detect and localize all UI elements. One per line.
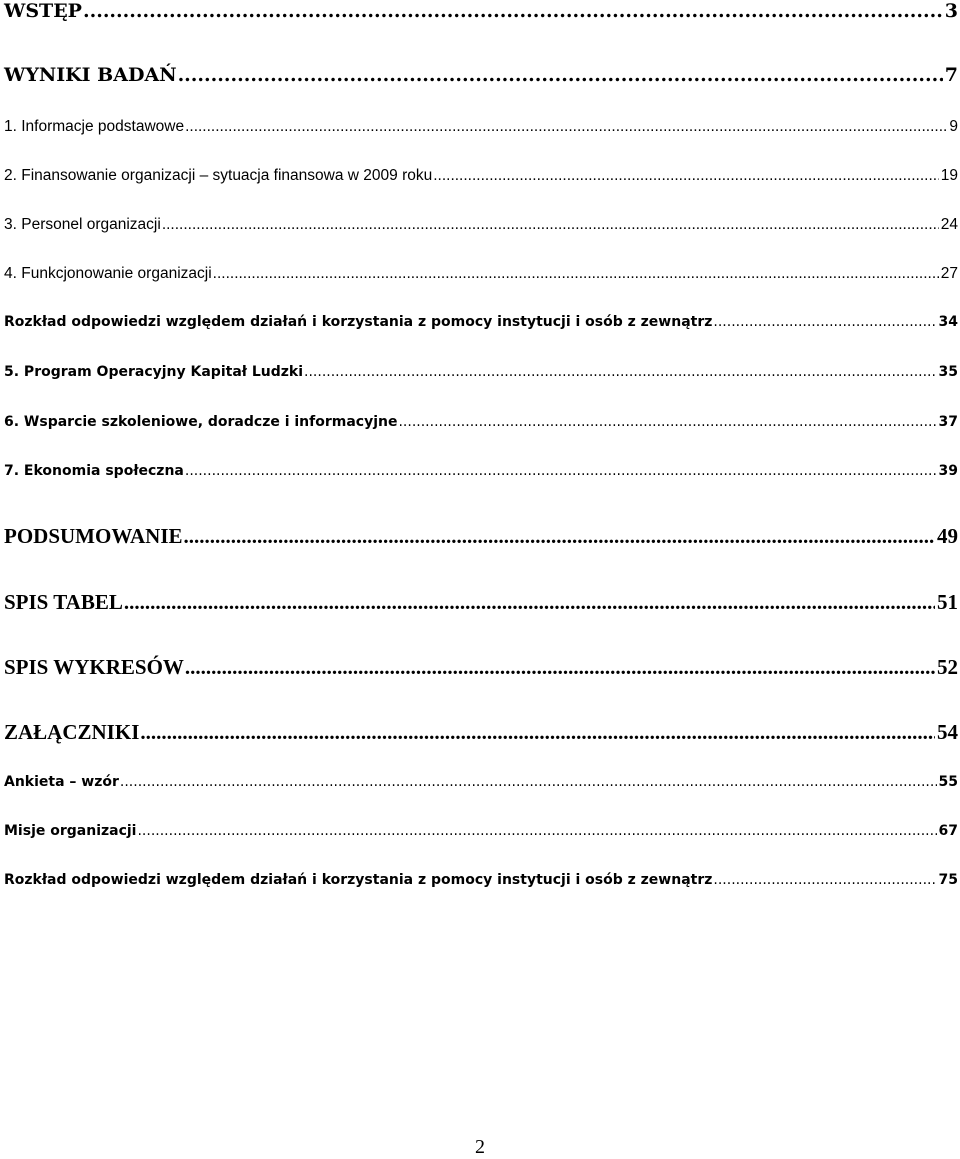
toc-entry-label: Ankieta – wzór [4,774,119,790]
toc-dot-leader [185,118,947,136]
toc-entry-page: 39 [938,463,958,479]
toc-dot-leader [713,314,936,330]
toc-dot-leader [304,364,937,380]
toc-entry-label: 6. Wsparcie szkoleniowe, doradcze i informacyjne [4,414,398,430]
toc-entry-finansowanie[interactable] [4,167,958,185]
toc-entry-wyniki-badan[interactable] [4,64,958,86]
toc-entry-rozklad-odpowiedzi-2[interactable] [4,872,958,888]
toc-dot-leader [83,0,943,22]
toc-entry-informacje-podstawowe[interactable] [4,118,958,136]
toc-entry-wstep[interactable] [4,0,958,22]
toc-entry-page: 54 [937,720,958,744]
toc-entry-page: 3 [944,0,958,22]
toc-entry-page: 9 [949,118,958,135]
toc-entry-page: 7 [944,64,958,86]
toc-entry-label: Misje organizacji [4,823,137,839]
toc-entry-page: 75 [938,872,958,888]
toc-entry-personel[interactable] [4,216,958,234]
toc-entry-page: 27 [940,265,958,282]
toc-entry-label: Rozkład odpowiedzi względem działań i korzystania z pomocy instytucji i osób z zewnątrz [4,314,713,330]
toc-entry-label: 3. Personel organizacji [4,216,161,233]
toc-entry-page: 24 [940,216,958,233]
toc-dot-leader [713,872,936,888]
toc-entry-funkcjonowanie[interactable] [4,265,958,283]
toc-dot-leader [213,265,939,283]
toc-dot-leader [120,774,937,790]
toc-entry-label: Rozkład odpowiedzi względem działań i korzystania z pomocy instytucji i osób z zewnątrz [4,872,713,888]
toc-entry-label: 4. Funkcjonowanie organizacji [4,265,212,282]
toc-entry-label: SPIS TABEL [4,590,123,614]
toc-entry-page: 67 [938,823,958,839]
toc-entry-page: 51 [937,590,958,614]
toc-dot-leader [140,720,935,745]
toc-entry-zalaczniki[interactable] [4,720,958,745]
toc-entry-page: 19 [940,167,958,184]
toc-entry-spis-tabel[interactable] [4,590,958,615]
toc-entry-label: WYNIKI BADAŃ [4,64,177,86]
toc-dot-leader [184,524,935,549]
toc-entry-page: 49 [937,524,958,548]
toc-entry-label: 1. Informacje podstawowe [4,118,185,135]
toc-entry-page: 35 [938,364,958,380]
toc-entry-page: 55 [938,774,958,790]
toc-entry-rozklad-odpowiedzi-1[interactable] [4,314,958,330]
toc-entry-page: 37 [938,414,958,430]
toc-dot-leader [178,64,943,86]
toc-entry-label: PODSUMOWANIE [4,524,183,548]
toc-entry-podsumowanie[interactable] [4,524,958,549]
toc-entry-label: 5. Program Operacyjny Kapitał Ludzki [4,364,304,380]
toc-dot-leader [162,216,939,234]
toc-dot-leader [137,823,936,839]
toc-entry-spis-wykresow[interactable] [4,655,958,680]
page-number: 2 [475,1136,485,1158]
toc-entry-misje-organizacji[interactable] [4,823,958,839]
toc-entry-label: 2. Finansowanie organizacji – sytuacja finansowa w 2009 roku [4,167,433,184]
toc-entry-page: 34 [938,314,958,330]
toc-entry-ekonomia-spoleczna[interactable] [4,463,958,479]
toc-entry-ankieta-wzor[interactable] [4,774,958,790]
toc-dot-leader [124,590,935,615]
toc-entry-label: ZAŁĄCZNIKI [4,720,140,744]
toc-dot-leader [185,655,935,680]
toc-entry-page: 52 [937,655,958,679]
toc-dot-leader [398,414,936,430]
toc-entry-program-operacyjny[interactable] [4,364,958,380]
toc-entry-wsparcie-szkoleniowe[interactable] [4,414,958,430]
toc-entry-label: 7. Ekonomia społeczna [4,463,184,479]
toc-dot-leader [185,463,937,479]
toc-dot-leader [433,167,939,185]
toc-entry-label: WSTĘP [4,0,82,22]
toc-entry-label: SPIS WYKRESÓW [4,655,184,679]
